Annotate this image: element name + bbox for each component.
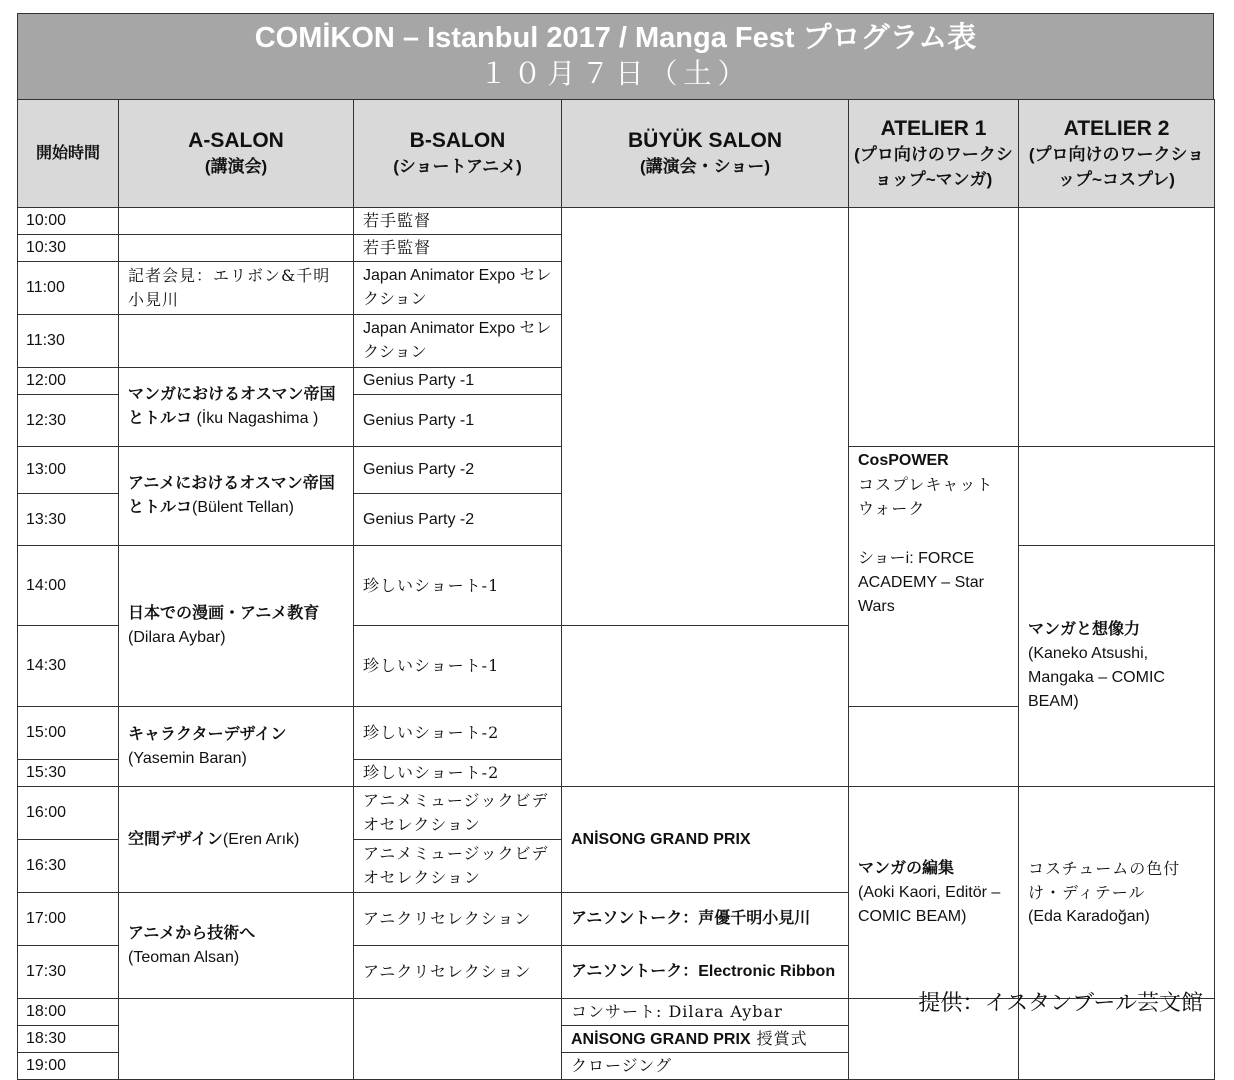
b-salon-cell: 若手監督 xyxy=(354,235,562,262)
buyuk-salon-cell: クロージング xyxy=(562,1053,849,1080)
atelier1-empty xyxy=(849,208,1019,447)
credit-text: 提供：イスタンブール芸文館 xyxy=(918,991,1203,1016)
header-row xyxy=(18,100,1215,208)
a-salon-cell: マンガにおけるオスマン帝国とトルコ (İku Nagashima ) xyxy=(119,368,354,447)
program-table xyxy=(17,99,1215,1080)
a-salon-cell: アニメにおけるオスマン帝国とトルコ(Bülent Tellan) xyxy=(119,447,354,546)
a-salon-cell: アニメから技術へ (Teoman Alsan) xyxy=(119,893,354,999)
time-cell: 17:30 xyxy=(18,946,119,999)
buyuk-salon-cell: ANİSONG GRAND PRIX 授賞式 xyxy=(562,1026,849,1053)
atelier1-cell: マンガと想像力 (Kaneko Atsushi, Mangaka – COMIC BEAM) xyxy=(1019,546,1215,787)
b-salon-cell: アニクリセレクション xyxy=(354,946,562,999)
time-cell: 12:30 xyxy=(18,395,119,447)
b-salon-cell: アニクリセレクション xyxy=(354,893,562,946)
b-salon-cell: Japan Animator Expo セレクション xyxy=(354,262,562,315)
b-salon-cell: アニメミュージックビデオセレクション xyxy=(354,840,562,893)
a-salon-cell: 空間デザイン(Eren Arık) xyxy=(119,787,354,893)
buyuk-salon-cell: ANİSONG GRAND PRIX xyxy=(562,787,849,893)
header-buyuk-salon: BÜYÜK SALON (講演会・ショー) xyxy=(562,100,849,208)
schedule-document xyxy=(17,13,1214,1080)
a-salon-empty xyxy=(119,315,354,368)
time-cell: 10:30 xyxy=(18,235,119,262)
b-salon-cell: Genius Party -2 xyxy=(354,447,562,494)
header-atelier-2: ATELIER 2 (プロ向けのワークショップ~コスプレ) xyxy=(1019,100,1215,208)
header-time: 開始時間 xyxy=(18,100,119,208)
atelier1-cell: マンガの編集 (Aoki Kaori, Editör – COMIC BEAM) xyxy=(849,787,1019,999)
time-cell: 11:00 xyxy=(18,262,119,315)
time-cell: 11:30 xyxy=(18,315,119,368)
time-cell: 10:00 xyxy=(18,208,119,235)
a-salon-empty xyxy=(119,208,354,235)
header-atelier-1: ATELIER 1 (プロ向けのワークショップ~マンガ) xyxy=(849,100,1019,208)
b-salon-cell: 珍しいショート-1 xyxy=(354,546,562,626)
time-cell: 15:30 xyxy=(18,760,119,787)
header-a-salon: A-SALON (講演会) xyxy=(119,100,354,208)
buyuk-salon-empty xyxy=(562,208,849,626)
a-salon-empty xyxy=(119,235,354,262)
date-subtitle: １０月７日（土） xyxy=(479,57,752,90)
b-salon-cell: 珍しいショート-2 xyxy=(354,707,562,760)
time-cell: 14:30 xyxy=(18,626,119,707)
page-title: COMİKON – Istanbul 2017 / Manga Fest プログラム表 xyxy=(254,22,977,54)
table-row xyxy=(18,208,1215,235)
buyuk-salon-cell: アニソントーク：Electronic Ribbon xyxy=(562,946,849,999)
a-salon-cell: 日本での漫画・アニメ教育(Dilara Aybar) xyxy=(119,546,354,707)
time-cell: 18:30 xyxy=(18,1026,119,1053)
buyuk-salon-cell: アニソントーク：声優千明小見川 xyxy=(562,893,849,946)
b-salon-cell: Genius Party -1 xyxy=(354,368,562,395)
b-salon-cell: 珍しいショート-2 xyxy=(354,760,562,787)
time-cell: 17:00 xyxy=(18,893,119,946)
time-cell: 18:00 xyxy=(18,999,119,1026)
time-cell: 15:00 xyxy=(18,707,119,760)
a-salon-cell: キャラクターデザイン (Yasemin Baran) xyxy=(119,707,354,787)
buyuk-salon-empty xyxy=(562,626,849,787)
a-salon-empty xyxy=(119,999,354,1080)
time-cell: 19:00 xyxy=(18,1053,119,1080)
time-cell: 13:30 xyxy=(18,494,119,546)
b-salon-cell: Japan Animator Expo セレクション xyxy=(354,315,562,368)
header-b-salon: B-SALON (ショートアニメ) xyxy=(354,100,562,208)
title-banner xyxy=(17,13,1214,99)
time-cell: 12:00 xyxy=(18,368,119,395)
b-salon-cell: 珍しいショート-1 xyxy=(354,626,562,707)
time-cell: 16:00 xyxy=(18,787,119,840)
atelier2-cell: コスチュームの色付け・ディテール (Eda Karadoğan) xyxy=(1019,787,1215,999)
b-salon-cell: アニメミュージックビデオセレクション xyxy=(354,787,562,840)
table-row xyxy=(18,787,1215,840)
time-cell: 13:00 xyxy=(18,447,119,494)
atelier2-empty xyxy=(1019,208,1215,447)
b-salon-cell: Genius Party -1 xyxy=(354,395,562,447)
b-salon-empty xyxy=(354,999,562,1080)
time-cell: 14:00 xyxy=(18,546,119,626)
buyuk-salon-cell: コンサート: Dilara Aybar xyxy=(562,999,849,1026)
b-salon-cell: Genius Party -2 xyxy=(354,494,562,546)
b-salon-cell: 若手監督 xyxy=(354,208,562,235)
buyuk-salon-cell: CosPOWER コスプレキャットウォーク ショーi: FORCE ACADEMY – Star Wars xyxy=(849,447,1019,707)
time-cell: 16:30 xyxy=(18,840,119,893)
a-salon-cell: 記者会見：エリボン&千明小見川 xyxy=(119,262,354,315)
